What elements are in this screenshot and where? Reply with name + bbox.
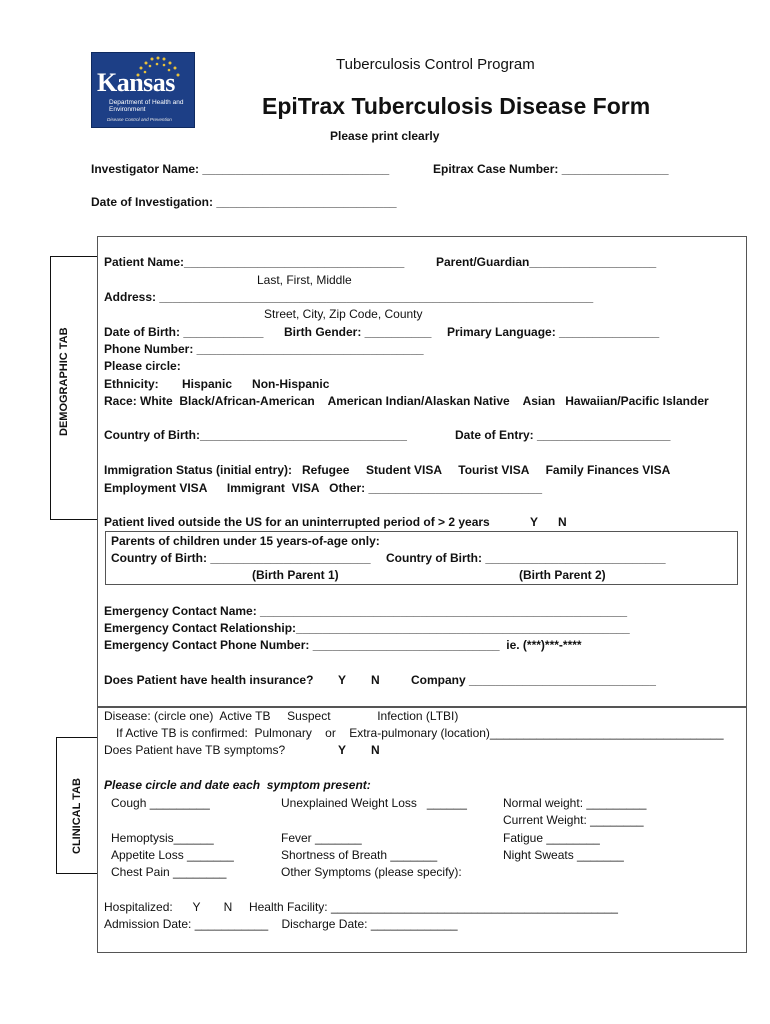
print-instruction: Please print clearly	[330, 129, 440, 143]
birth-gender-field[interactable]: Birth Gender: __________	[284, 325, 432, 339]
hemoptysis-field[interactable]: Hemoptysis______	[111, 831, 214, 845]
investigator-name-field[interactable]: Investigator Name: ____________________________	[91, 162, 390, 176]
address-field[interactable]: Address: _________________________________________________________________	[104, 290, 594, 304]
disease-options[interactable]: Disease: (circle one) Active TB Suspect Infection (LTBI)	[104, 709, 459, 723]
ethnicity-options[interactable]: Ethnicity: Hispanic Non-Hispanic	[104, 377, 330, 391]
weight-loss-field[interactable]: Unexplained Weight Loss ______	[281, 796, 467, 810]
insurance-question: Does Patient have health insurance?	[104, 673, 314, 687]
insurance-company-field[interactable]: Company ____________________________	[411, 673, 656, 687]
normal-weight-field[interactable]: Normal weight: _________	[503, 796, 647, 810]
lived-outside-yes[interactable]: Y	[530, 515, 539, 529]
birth-parent-1-label: (Birth Parent 1)	[252, 568, 339, 582]
dob-field[interactable]: Date of Birth: ____________	[104, 325, 264, 339]
hospitalized-row[interactable]: Hospitalized: Y N Health Facility: ___________________________________________	[104, 900, 618, 914]
immigration-options[interactable]: Immigration Status (initial entry): Refugee Student VISA Tourist VISA Family Finances VISA	[104, 463, 671, 477]
logo-wordmark: Kansas	[97, 68, 175, 97]
parent-guardian-field[interactable]: Parent/Guardian___________________	[436, 255, 657, 269]
form-title: EpiTrax Tuberculosis Disease Form	[262, 93, 651, 119]
symptoms-no[interactable]: N	[371, 743, 380, 757]
current-weight-field[interactable]: Current Weight: ________	[503, 813, 644, 827]
lived-outside-no[interactable]: N	[558, 515, 567, 529]
parents-heading: Parents of children under 15 years-of-age only:	[111, 534, 380, 548]
employment-options[interactable]: Employment VISA Immigrant VISA Other: __________________________	[104, 481, 543, 495]
symptoms-yes[interactable]: Y	[338, 743, 347, 757]
patient-name-field[interactable]: Patient Name:_________________________________	[104, 255, 405, 269]
logo-tagline: Disease Control and Prevention	[107, 117, 172, 122]
date-investigation-field[interactable]: Date of Investigation: ___________________________	[91, 195, 397, 209]
phone-field[interactable]: Phone Number: __________________________________	[104, 342, 424, 356]
please-circle-label: Please circle:	[104, 359, 181, 373]
primary-language-field[interactable]: Primary Language: _______________	[447, 325, 660, 339]
program-name: Tuberculosis Control Program	[336, 56, 535, 73]
insurance-yes[interactable]: Y	[338, 673, 347, 687]
shortness-of-breath-field[interactable]: Shortness of Breath _______	[281, 848, 438, 862]
appetite-loss-field[interactable]: Appetite Loss _______	[111, 848, 234, 862]
case-number-field[interactable]: Epitrax Case Number: ________________	[433, 162, 669, 176]
race-options[interactable]: Race: White Black/African-American American Indian/Alaskan Native Asian Hawaiian/Pacific Islander	[104, 394, 709, 408]
admission-discharge-row[interactable]: Admission Date: ___________ Discharge Date: _____________	[104, 917, 458, 931]
emergency-contact-name-field[interactable]: Emergency Contact Name: _______________________________________________________	[104, 604, 628, 618]
clinical-tab-label: CLINICAL TAB	[71, 778, 83, 854]
symptoms-heading: Please circle and date each symptom present:	[104, 778, 371, 792]
fever-field[interactable]: Fever _______	[281, 831, 362, 845]
insurance-no[interactable]: N	[371, 673, 380, 687]
lived-outside-question: Patient lived outside the US for an uninterrupted period of > 2 years	[104, 515, 490, 529]
symptoms-question: Does Patient have TB symptoms?	[104, 743, 286, 757]
kdhe-logo	[91, 52, 195, 128]
birth-parent-2-label: (Birth Parent 2)	[519, 568, 606, 582]
country-of-birth-field[interactable]: Country of Birth:_______________________________	[104, 428, 407, 442]
name-hint: Last, First, Middle	[257, 273, 352, 287]
other-symptoms-field[interactable]: Other Symptoms (please specify):	[281, 865, 462, 879]
address-hint: Street, City, Zip Code, County	[264, 307, 423, 321]
date-of-entry-field[interactable]: Date of Entry: ____________________	[455, 428, 671, 442]
logo-dept: Department of Health and Environment	[109, 99, 184, 113]
cough-field[interactable]: Cough _________	[111, 796, 210, 810]
emergency-contact-phone-field[interactable]: Emergency Contact Phone Number: ____________________________ ie. (***)***-****	[104, 638, 582, 652]
night-sweats-field[interactable]: Night Sweats _______	[503, 848, 624, 862]
demographic-tab-label: DEMOGRAPHIC TAB	[58, 327, 70, 436]
active-tb-site-options[interactable]: If Active TB is confirmed: Pulmonary or Extra-pulmonary (location)___________________________________	[116, 726, 724, 740]
emergency-contact-relationship-field[interactable]: Emergency Contact Relationship:__________________________________________________	[104, 621, 630, 635]
parent1-country-field[interactable]: Country of Birth: ________________________	[111, 551, 371, 565]
parent2-country-field[interactable]: Country of Birth: ___________________________	[386, 551, 666, 565]
fatigue-field[interactable]: Fatigue ________	[503, 831, 600, 845]
chest-pain-field[interactable]: Chest Pain ________	[111, 865, 227, 879]
